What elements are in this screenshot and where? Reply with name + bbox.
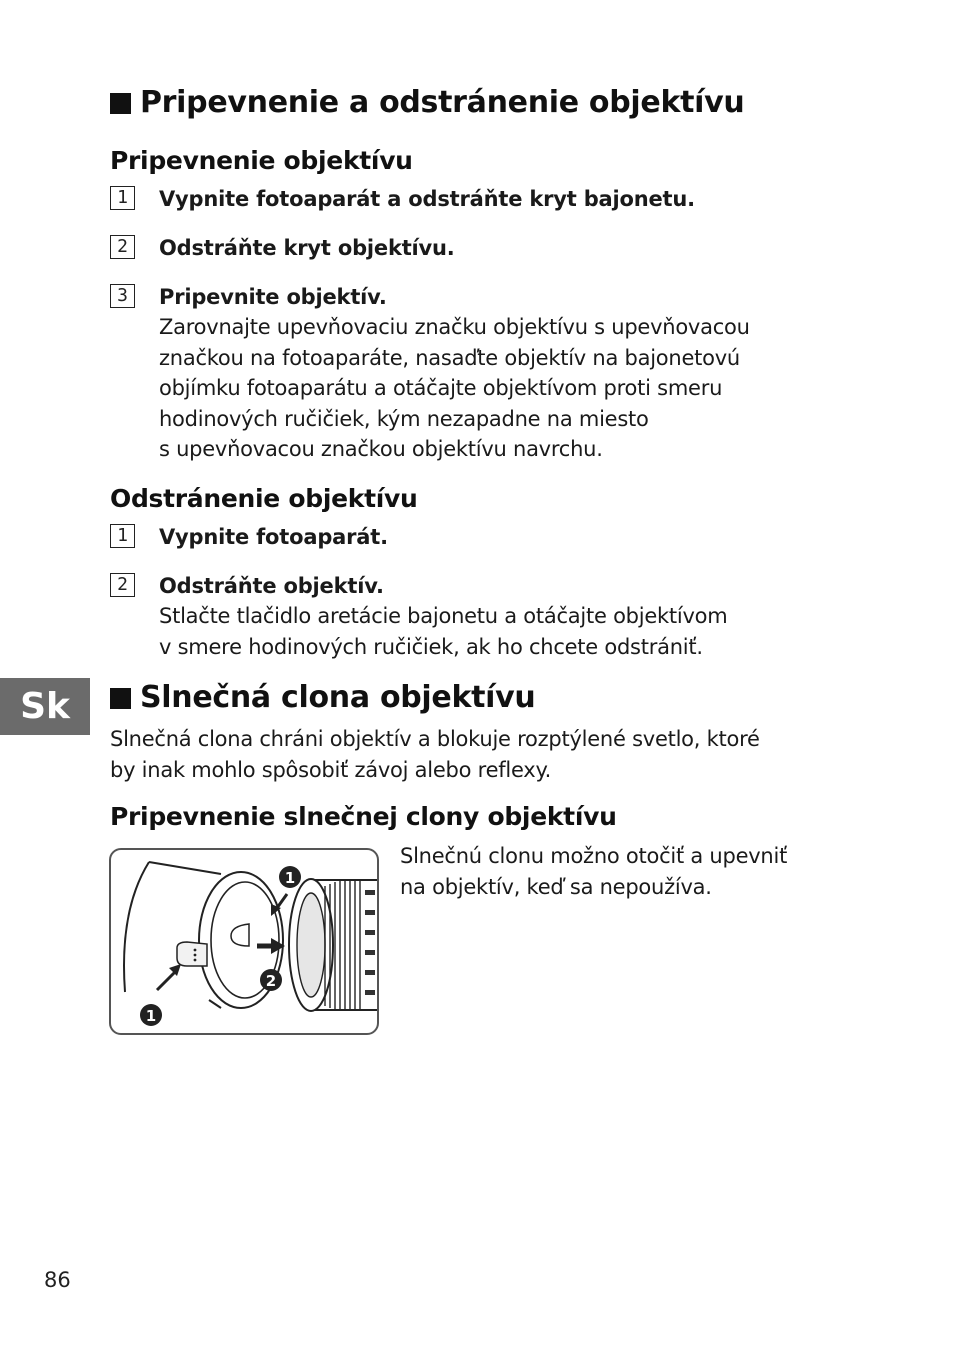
step-number: 2	[110, 235, 135, 259]
subheading-detach-lens: Odstránenie objektívu	[110, 484, 418, 513]
callout-number: 1	[145, 1007, 157, 1025]
language-tab: Sk	[0, 678, 90, 735]
description-line: hodinových ručičiek, kým nezapadne na miesto	[159, 406, 649, 431]
page-number: 86	[44, 1268, 71, 1292]
callout-number: 1	[284, 869, 296, 887]
step-description	[159, 312, 750, 465]
step-title: Odstráňte kryt objektívu.	[159, 236, 455, 260]
thumb-arrow	[157, 972, 175, 990]
figure-caption	[400, 841, 787, 903]
hood-outline-top	[149, 862, 221, 874]
section-square-icon	[110, 93, 131, 114]
section-heading-lens-hood	[110, 680, 535, 715]
description-line: Zarovnajte upevňovaciu značku objektívu s upevňovacou	[159, 315, 750, 339]
section-heading-text: Slnečná clona objektívu	[140, 680, 536, 715]
step-number: 2	[110, 573, 135, 597]
description-line: s upevňovacou značkou objektívu navrchu.	[159, 437, 603, 461]
description-line: objímku fotoaparátu a otáčajte objektívom proti smeru	[159, 376, 723, 400]
rotate-arrow-top	[277, 894, 287, 908]
lens-hood-intro	[110, 724, 760, 786]
callout-number: 2	[265, 972, 277, 990]
subheading-attach-lens: Pripevnenie objektívu	[110, 146, 413, 175]
step-title: Vypnite fotoaparát a odstráňte kryt bajonetu.	[159, 187, 695, 211]
lens-glass	[297, 893, 325, 997]
caption-line: na objektív, keď sa nepoužíva.	[400, 875, 712, 899]
caption-line: Slnečnú clonu možno otočiť a upevniť	[400, 844, 788, 868]
description-line: Stlačte tlačidlo aretácie bajonetu a otáčajte objektívom	[159, 604, 728, 628]
lens-hood-illustration	[109, 848, 379, 1035]
lens-hood-drawing	[111, 850, 377, 1033]
step-number: 1	[110, 186, 135, 210]
description-line: značkou na fotoaparáte, nasaďte objektív na bajonetovú	[159, 345, 740, 370]
step-title: Vypnite fotoaparát.	[159, 525, 388, 549]
step-number: 3	[110, 284, 135, 308]
section-heading-attach-detach	[110, 85, 744, 120]
step-description	[159, 601, 727, 662]
subheading-attach-hood: Pripevnenie slnečnej clony objektívu	[110, 802, 617, 831]
intro-line: by inak mohlo spôsobiť závoj alebo reflexy.	[110, 758, 552, 782]
section-square-icon	[110, 688, 131, 709]
step-number: 1	[110, 524, 135, 548]
hood-outline-bottom	[209, 1000, 221, 1008]
section-heading-text: Pripevnenie a odstránenie objektívu	[140, 85, 745, 120]
description-line: v smere hodinových ručičiek, ak ho chcete odstrániť.	[159, 634, 703, 659]
intro-line: Slnečná clona chráni objektív a blokuje rozptýlené svetlo, ktoré	[110, 727, 760, 751]
step-title: Odstráňte objektív.	[159, 574, 384, 598]
hood-outline-left	[124, 862, 149, 992]
step-title: Pripevnite objektív.	[159, 285, 387, 309]
hood-thumb-tab	[177, 942, 207, 966]
